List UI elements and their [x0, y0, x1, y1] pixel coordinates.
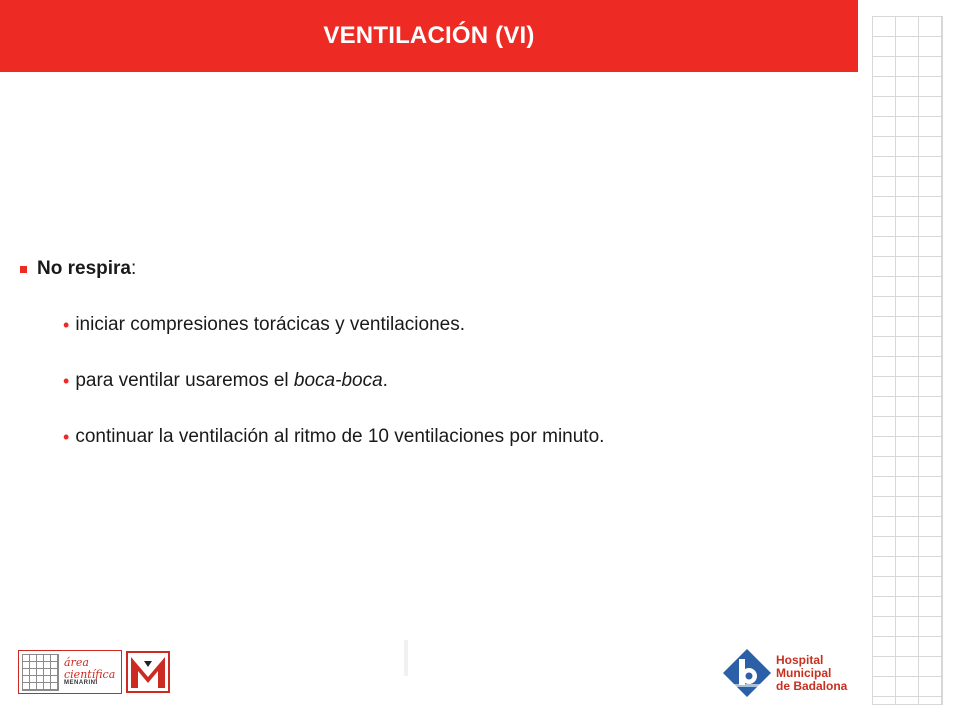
- page-title: VENTILACIÓN (VI): [323, 22, 535, 49]
- hospital-line-1: Hospital: [776, 652, 824, 667]
- area-cientifica-logo: [18, 650, 122, 694]
- sub-bullet-item: [63, 422, 838, 452]
- hospital-line-3: de Badalona: [776, 678, 848, 693]
- logo-line-2: científica: [64, 667, 116, 681]
- main-bullet: [18, 254, 838, 284]
- main-bullet-suffix: :: [130, 258, 137, 279]
- hospital-logo: [722, 648, 847, 698]
- sub-bullet-item: [63, 366, 838, 396]
- bullet-list: [18, 254, 838, 478]
- main-bullet-label: No respira: [37, 258, 131, 279]
- menarini-logo: [18, 650, 170, 694]
- red-dot-icon: •: [63, 426, 70, 447]
- sub-bullet-text: continuar la ventilación al ritmo de 10 ventilaciones por minuto.: [75, 426, 605, 447]
- hospital-line-2: Municipal: [776, 665, 832, 680]
- hospital-b-icon: [722, 648, 772, 698]
- red-dot-icon: •: [63, 314, 70, 335]
- sub-bullet-emphasis: boca-boca: [293, 370, 383, 391]
- decorative-grid: [872, 16, 943, 705]
- logo-line-3: MENARINI: [64, 680, 98, 687]
- sub-bullet-text-end: .: [382, 370, 388, 391]
- red-square-icon: [20, 266, 27, 273]
- logo-line-1: área: [64, 656, 89, 670]
- sub-bullet-item: [63, 310, 838, 340]
- menarini-m-icon: [126, 651, 170, 693]
- sub-bullet-list: [18, 310, 838, 452]
- divider: [404, 640, 408, 676]
- area-cientifica-text: [61, 651, 115, 693]
- sub-bullet-text: para ventilar usaremos el: [75, 370, 294, 391]
- sub-bullet-text: iniciar compresiones torácicas y ventilaciones.: [75, 314, 465, 335]
- hospital-name: [776, 654, 847, 693]
- title-bar: [0, 0, 858, 72]
- red-dot-icon: •: [63, 370, 70, 391]
- grid-logo-icon: [22, 654, 59, 691]
